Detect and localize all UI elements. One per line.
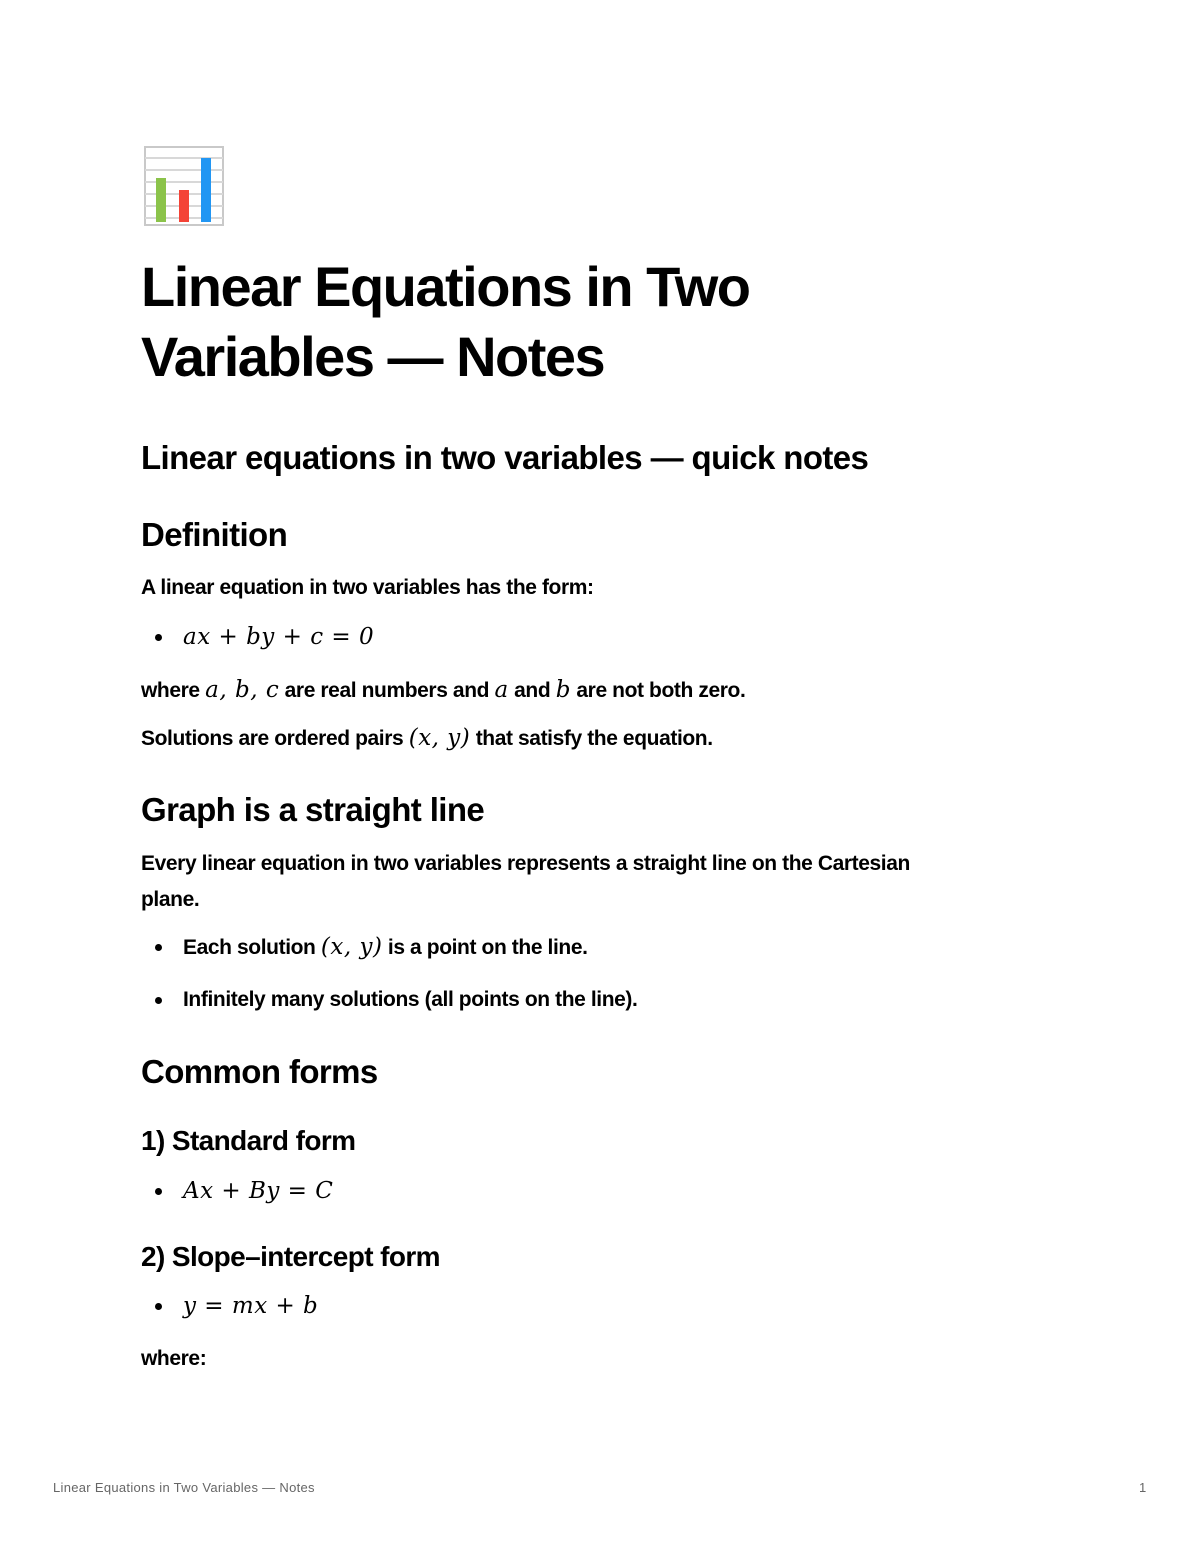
page-number: 1 [1139, 1480, 1147, 1495]
bullet-dot [155, 944, 162, 951]
document-title-line1: Linear Equations in Two [141, 255, 750, 318]
graph-text-line1: Every linear equation in two variables represents a straight line on the Cartesian [141, 852, 910, 875]
slope-intercept-heading: 2) Slope–intercept form [141, 1241, 440, 1272]
definition-where-text [141, 672, 1041, 709]
graph-heading: Graph is a straight line [141, 791, 485, 828]
bullet-dot [155, 634, 162, 641]
slope-intercept-formula: y = mx + b [183, 1293, 319, 1319]
definition-intro: A linear equation in two variables has the form: [141, 576, 594, 599]
where-vars: a, b, c [205, 677, 280, 703]
graph-text-line2: plane. [141, 888, 200, 911]
document-title [141, 252, 1041, 392]
graph-text [141, 846, 1041, 918]
solutions-prefix: Solutions are ordered pairs [141, 727, 409, 750]
definition-heading: Definition [141, 516, 288, 553]
solutions-text [141, 720, 1041, 757]
document-title-line2: Variables — Notes [141, 325, 605, 388]
where-prefix: where [141, 679, 206, 702]
definition-formula: ax + by + c = 0 [183, 624, 375, 650]
graph-bullet-1-text [183, 930, 588, 965]
bar-chart-icon [144, 146, 224, 226]
where-a: a [494, 677, 509, 703]
standard-form-formula: Ax + By = C [183, 1178, 334, 1204]
slope-where-text: where: [141, 1347, 207, 1370]
bullet1-prefix: Each solution [183, 936, 321, 959]
footer-title: Linear Equations in Two Variables — Notes [53, 1480, 315, 1495]
bullet-dot [155, 997, 162, 1004]
where-and: and [508, 679, 556, 702]
bullet1-suffix: is a point on the line. [382, 936, 588, 959]
bullet-dot [155, 1303, 162, 1310]
where-mid: are real numbers and [279, 679, 495, 702]
graph-bullet-2-text: Infinitely many solutions (all points on the line). [183, 988, 638, 1011]
where-suffix: are not both zero. [570, 679, 746, 702]
bullet1-pair: (x, y) [320, 934, 383, 960]
subtitle-heading: Linear equations in two variables — quick notes [141, 439, 869, 476]
where-b: b [555, 677, 571, 703]
solutions-pair: (x, y) [408, 725, 471, 751]
solutions-suffix: that satisfy the equation. [470, 727, 713, 750]
standard-form-heading: 1) Standard form [141, 1125, 356, 1156]
common-forms-heading: Common forms [141, 1053, 378, 1090]
bullet-dot [155, 1188, 162, 1195]
